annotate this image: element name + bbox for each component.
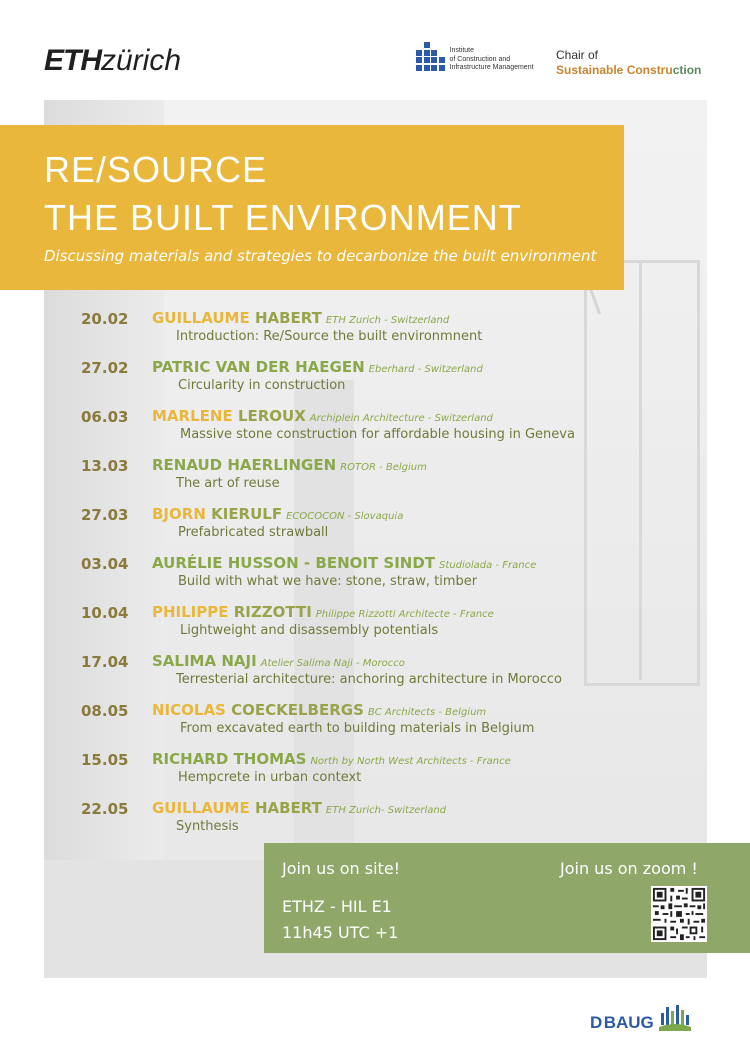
schedule-item [0, 602, 750, 646]
schedule-item [0, 308, 750, 352]
speaker-affiliation: Eberhard - Switzerland [368, 364, 483, 375]
speaker-last: RIZZOTTI [233, 603, 312, 621]
join-zoom-label: Join us on zoom ! [560, 859, 698, 878]
dbaug-skyline-icon [658, 1003, 692, 1033]
schedule-item [0, 553, 750, 597]
talk-title: Synthesis [176, 819, 239, 834]
event-date: 27.03 [81, 506, 129, 524]
talk-title: From excavated earth to building materials in Belgium [180, 721, 535, 736]
speaker-name [152, 554, 536, 572]
speaker-last: HABERT [254, 799, 322, 817]
institute-name [450, 42, 534, 73]
chair-construction-end: ction [672, 63, 702, 77]
dbaug-logo [590, 1003, 692, 1033]
institute-line: Infrastructure Management [449, 64, 534, 71]
chair-line-2 [556, 63, 701, 78]
schedule-item [0, 700, 750, 744]
title-line-2: THE BUILT ENVIRONMENT [44, 197, 522, 238]
speaker-last: NAJI [221, 652, 257, 670]
speaker-affiliation: ETH Zurich - Switzerland [325, 315, 450, 326]
speaker-affiliation: Atelier Salima Naji - Morocco [260, 658, 405, 669]
speaker-last: HAEGEN [295, 358, 365, 376]
zoom-qr-code-icon[interactable] [651, 886, 707, 942]
speaker-name [152, 799, 446, 817]
eth-logo-bold: ETH [44, 44, 101, 77]
talk-title: Introduction: Re/Source the built environmnent [176, 329, 483, 344]
institute-line: of Construction and [449, 55, 511, 63]
speaker-affiliation: ETH Zurich- Switzerland [325, 805, 447, 816]
speaker-name [152, 750, 511, 768]
speaker-affiliation: North by North West Architects - France [310, 756, 511, 767]
schedule-item [0, 455, 750, 499]
dbaug-text [590, 1013, 654, 1033]
speaker-first: PATRIC VAN DER [152, 358, 290, 376]
speaker-name [152, 603, 494, 621]
event-date: 13.03 [81, 457, 129, 475]
eth-logo-zurich: zürich [101, 44, 182, 77]
speaker-first: PHILIPPE [152, 603, 229, 621]
event-date: 15.05 [81, 751, 129, 769]
join-onsite-label: Join us on site! [282, 859, 401, 878]
event-date: 06.03 [81, 408, 129, 426]
talk-title: Lightweight and disassembly potentials [180, 623, 439, 638]
institute-grid-icon [416, 42, 445, 71]
event-date: 20.02 [81, 310, 129, 328]
institute-logo [416, 42, 534, 73]
talk-title: Prefabricated strawball [178, 525, 329, 540]
schedule-item [0, 504, 750, 548]
event-date: 10.04 [81, 604, 129, 622]
chair-line-1: Chair of [556, 48, 599, 62]
speaker-name [152, 505, 403, 523]
speaker-first: SALIMA [152, 652, 217, 670]
eth-zurich-logo [44, 44, 181, 78]
speaker-first: AURÉLIE HUSSON - [152, 554, 311, 572]
speaker-first: BJORN [152, 505, 206, 523]
chair-sustainable: Sustainable Constru [556, 63, 673, 77]
schedule-item [0, 651, 750, 695]
subtitle: Discussing materials and strategies to decarbonize the built environment [44, 247, 597, 265]
schedule-item [0, 357, 750, 401]
speaker-first: RICHARD [152, 750, 229, 768]
speaker-last: LEROUX [237, 407, 306, 425]
institute-line: Institute [449, 47, 475, 54]
speaker-last: THOMAS [233, 750, 307, 768]
schedule-item [0, 749, 750, 793]
title-banner [0, 125, 624, 290]
speaker-affiliation: Archiplein Architecture - Switzerland [309, 413, 493, 424]
location-text: ETHZ - HIL E1 [282, 897, 392, 916]
dbaug-rest: BAUG [603, 1013, 654, 1032]
speaker-name [152, 456, 427, 474]
speaker-last: COECKELBERGS [231, 701, 364, 719]
event-date: 27.02 [81, 359, 129, 377]
speaker-last: BENOIT SINDT [315, 554, 436, 572]
join-info-box [264, 843, 750, 953]
speaker-last: HABERT [254, 309, 322, 327]
talk-title: Hempcrete in urban context [178, 770, 362, 785]
speaker-first: RENAUD [152, 456, 223, 474]
time-text: 11h45 UTC +1 [282, 923, 399, 942]
event-date: 08.05 [81, 702, 129, 720]
speaker-affiliation: Studiolada - France [439, 560, 537, 571]
speaker-name [152, 309, 449, 327]
speaker-last: HAERLINGEN [227, 456, 337, 474]
talk-title: The art of reuse [176, 476, 280, 491]
speaker-first: NICOLAS [152, 701, 226, 719]
speaker-name [152, 652, 405, 670]
event-date: 17.04 [81, 653, 129, 671]
talk-title: Build with what we have: stone, straw, timber [178, 574, 478, 589]
speaker-last: KIERULF [211, 505, 283, 523]
speaker-first: MARLENE [152, 407, 233, 425]
event-date: 03.04 [81, 555, 129, 573]
event-date: 22.05 [81, 800, 129, 818]
schedule-item [0, 798, 750, 842]
speaker-affiliation: Philippe Rizzotti Architecte - France [315, 609, 494, 620]
talk-title: Circularity in construction [178, 378, 346, 393]
speaker-affiliation: BC Architects - Belgium [367, 707, 487, 718]
speaker-name [152, 407, 493, 425]
speaker-affiliation: ROTOR - Belgium [340, 462, 427, 473]
title-line-1: RE/SOURCE [44, 149, 268, 190]
speaker-affiliation: ECOCOCON - Slovaquia [286, 511, 404, 522]
talk-title: Terresterial architecture: anchoring architecture in Morocco [176, 672, 562, 687]
speaker-first: GUILLAUME [152, 309, 250, 327]
speaker-first: GUILLAUME [152, 799, 250, 817]
talk-title: Massive stone construction for affordable housing in Geneva [180, 427, 575, 442]
schedule-item [0, 406, 750, 450]
dbaug-d: D [590, 1013, 603, 1032]
speaker-name [152, 358, 483, 376]
chair-logo [556, 48, 701, 78]
speaker-name [152, 701, 486, 719]
